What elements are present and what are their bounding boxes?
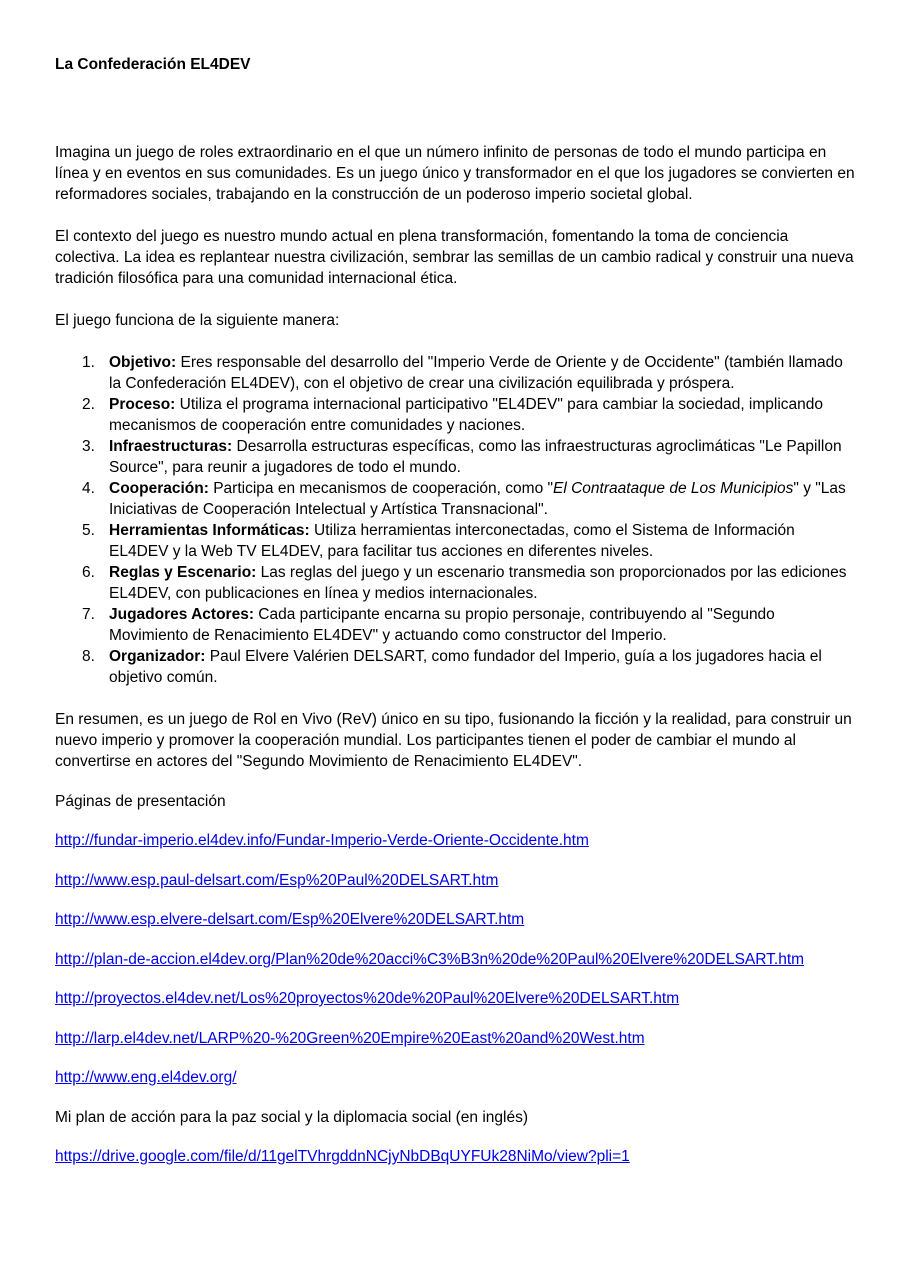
list-item [55,436,855,478]
list-item [55,352,855,394]
list-item-label: Herramientas Informáticas: [109,522,310,539]
list-item-text: Utiliza herramientas interconectadas, como el Sistema de Información EL4DEV y la Web TV EL4DEV, para facilitar tus acciones en diferentes niveles. [109,522,795,560]
list-item [55,604,855,646]
list-item-label: Objetivo: [109,354,177,371]
presentation-link[interactable]: http://fundar-imperio.el4dev.info/Fundar-Imperio-Verde-Oriente-Occidente.htm [55,832,589,849]
features-list [55,352,855,688]
list-item-label: Proceso: [109,396,176,413]
list-item [55,562,855,604]
list-item-text: Paul Elvere Valérien DELSART, como fundador del Imperio, guía a los jugadores hacia el objetivo común. [109,648,822,686]
list-item-text: Desarrolla estructuras específicas, como las infraestructuras agroclimáticas "Le Papillon Source", para reunir a jugadores de todo el mundo. [109,438,842,476]
list-item-label: Jugadores Actores: [109,606,254,623]
list-item-label: Organizador: [109,648,206,665]
presentation-link[interactable]: http://plan-de-accion.el4dev.org/Plan%20de%20acci%C3%B3n%20de%20Paul%20Elvere%20DELSART.htm [55,950,805,968]
list-item-italic: El Contraataque de Los Municipios [553,480,794,497]
context-paragraph: El contexto del juego es nuestro mundo actual en plena transformación, fomentando la toma de conciencia colectiva. La idea es replantear nuestra civilización, sembrar las semillas de un cambio radical y construir una nueva tradición filosófica para una comunidad internacional ética. [55,228,854,287]
list-item-label: Infraestructuras: [109,438,233,455]
list-item-number: 7. [82,606,95,623]
list-item-number: 5. [82,522,95,539]
presentation-label: Páginas de presentación [55,792,226,810]
list-item-text: Participa en mecanismos de cooperación, como " [208,480,553,497]
list-item-number: 4. [82,480,95,497]
presentation-link[interactable]: http://www.eng.el4dev.org/ [55,1069,237,1086]
action-plan-label: Mi plan de acción para la paz social y la diplomacia social (en inglés) [55,1108,528,1126]
list-item-text: Las reglas del juego y un escenario transmedia son proporcionados por las ediciones EL4DEV, con publicaciones en línea y medios internacionales. [109,564,847,602]
list-item [55,394,855,436]
presentation-link[interactable]: http://www.esp.paul-delsart.com/Esp%20Paul%20DELSART.htm [55,871,499,889]
how-it-works-paragraph: El juego funciona de la siguiente manera: [55,312,340,329]
presentation-link[interactable]: http://proyectos.el4dev.net/Los%20proyectos%20de%20Paul%20Elvere%20DELSART.htm [55,990,680,1007]
list-item-number: 6. [82,564,95,581]
list-item-number: 1. [82,354,95,371]
presentation-link[interactable]: http://larp.el4dev.net/LARP%20-%20Green%20Empire%20East%20and%20West.htm [55,1029,645,1047]
list-item [55,478,855,520]
list-item-text: Eres responsable del desarrollo del "Imperio Verde de Oriente y de Occidente" (también llamado la Confederación EL4DEV), con el objetivo de crear una civilización equilibrada y próspera. [109,354,843,392]
presentation-links-section [55,791,855,1168]
list-item-number: 3. [82,438,95,455]
list-item-label: Cooperación: [109,480,209,497]
summary-paragraph: En resumen, es un juego de Rol en Vivo (ReV) único en su tipo, fusionando la ficción y la realidad, para construir un nuevo imperio y promover la cooperación mundial. Los participantes tienen el poder de cambiar el mundo al convertirse en actores del "Segundo Movimiento de Renacimiento EL4DEV". [55,711,852,770]
list-item [55,520,855,562]
list-item-label: Reglas y Escenario: [109,564,257,581]
list-item [55,646,855,688]
list-item-number: 8. [82,648,95,665]
list-item-text: Utiliza el programa internacional participativo "EL4DEV" para cambiar la sociedad, implicando mecanismos de cooperación entre comunidades y naciones. [109,396,824,434]
presentation-link[interactable]: http://www.esp.elvere-delsart.com/Esp%20Elvere%20DELSART.htm [55,911,525,928]
intro-paragraph: Imagina un juego de roles extraordinario en el que un número infinito de personas de todo el mundo participa en línea y en eventos en sus comunidades. Es un juego único y transformador en el que los jugadores se convierten en reformadores sociales, trabajando en la construcción de un poderoso imperio societal global. [55,144,855,203]
action-plan-link[interactable]: https://drive.google.com/file/d/11gelTVhrgddnNCjyNbDBqUYFUk28NiMo/view?pli=1 [55,1148,630,1165]
list-item-number: 2. [82,396,95,413]
document-page [55,54,855,1167]
document-title: La Confederación EL4DEV [55,56,251,73]
list-item-text-after: " y "Las Iniciativas de Cooperación Intelectual y Artística Transnacional". [109,480,846,518]
list-item-text: Cada participante encarna su propio personaje, contribuyendo al "Segundo Movimiento de Renacimiento EL4DEV" y actuando como constructor del Imperio. [109,606,775,644]
